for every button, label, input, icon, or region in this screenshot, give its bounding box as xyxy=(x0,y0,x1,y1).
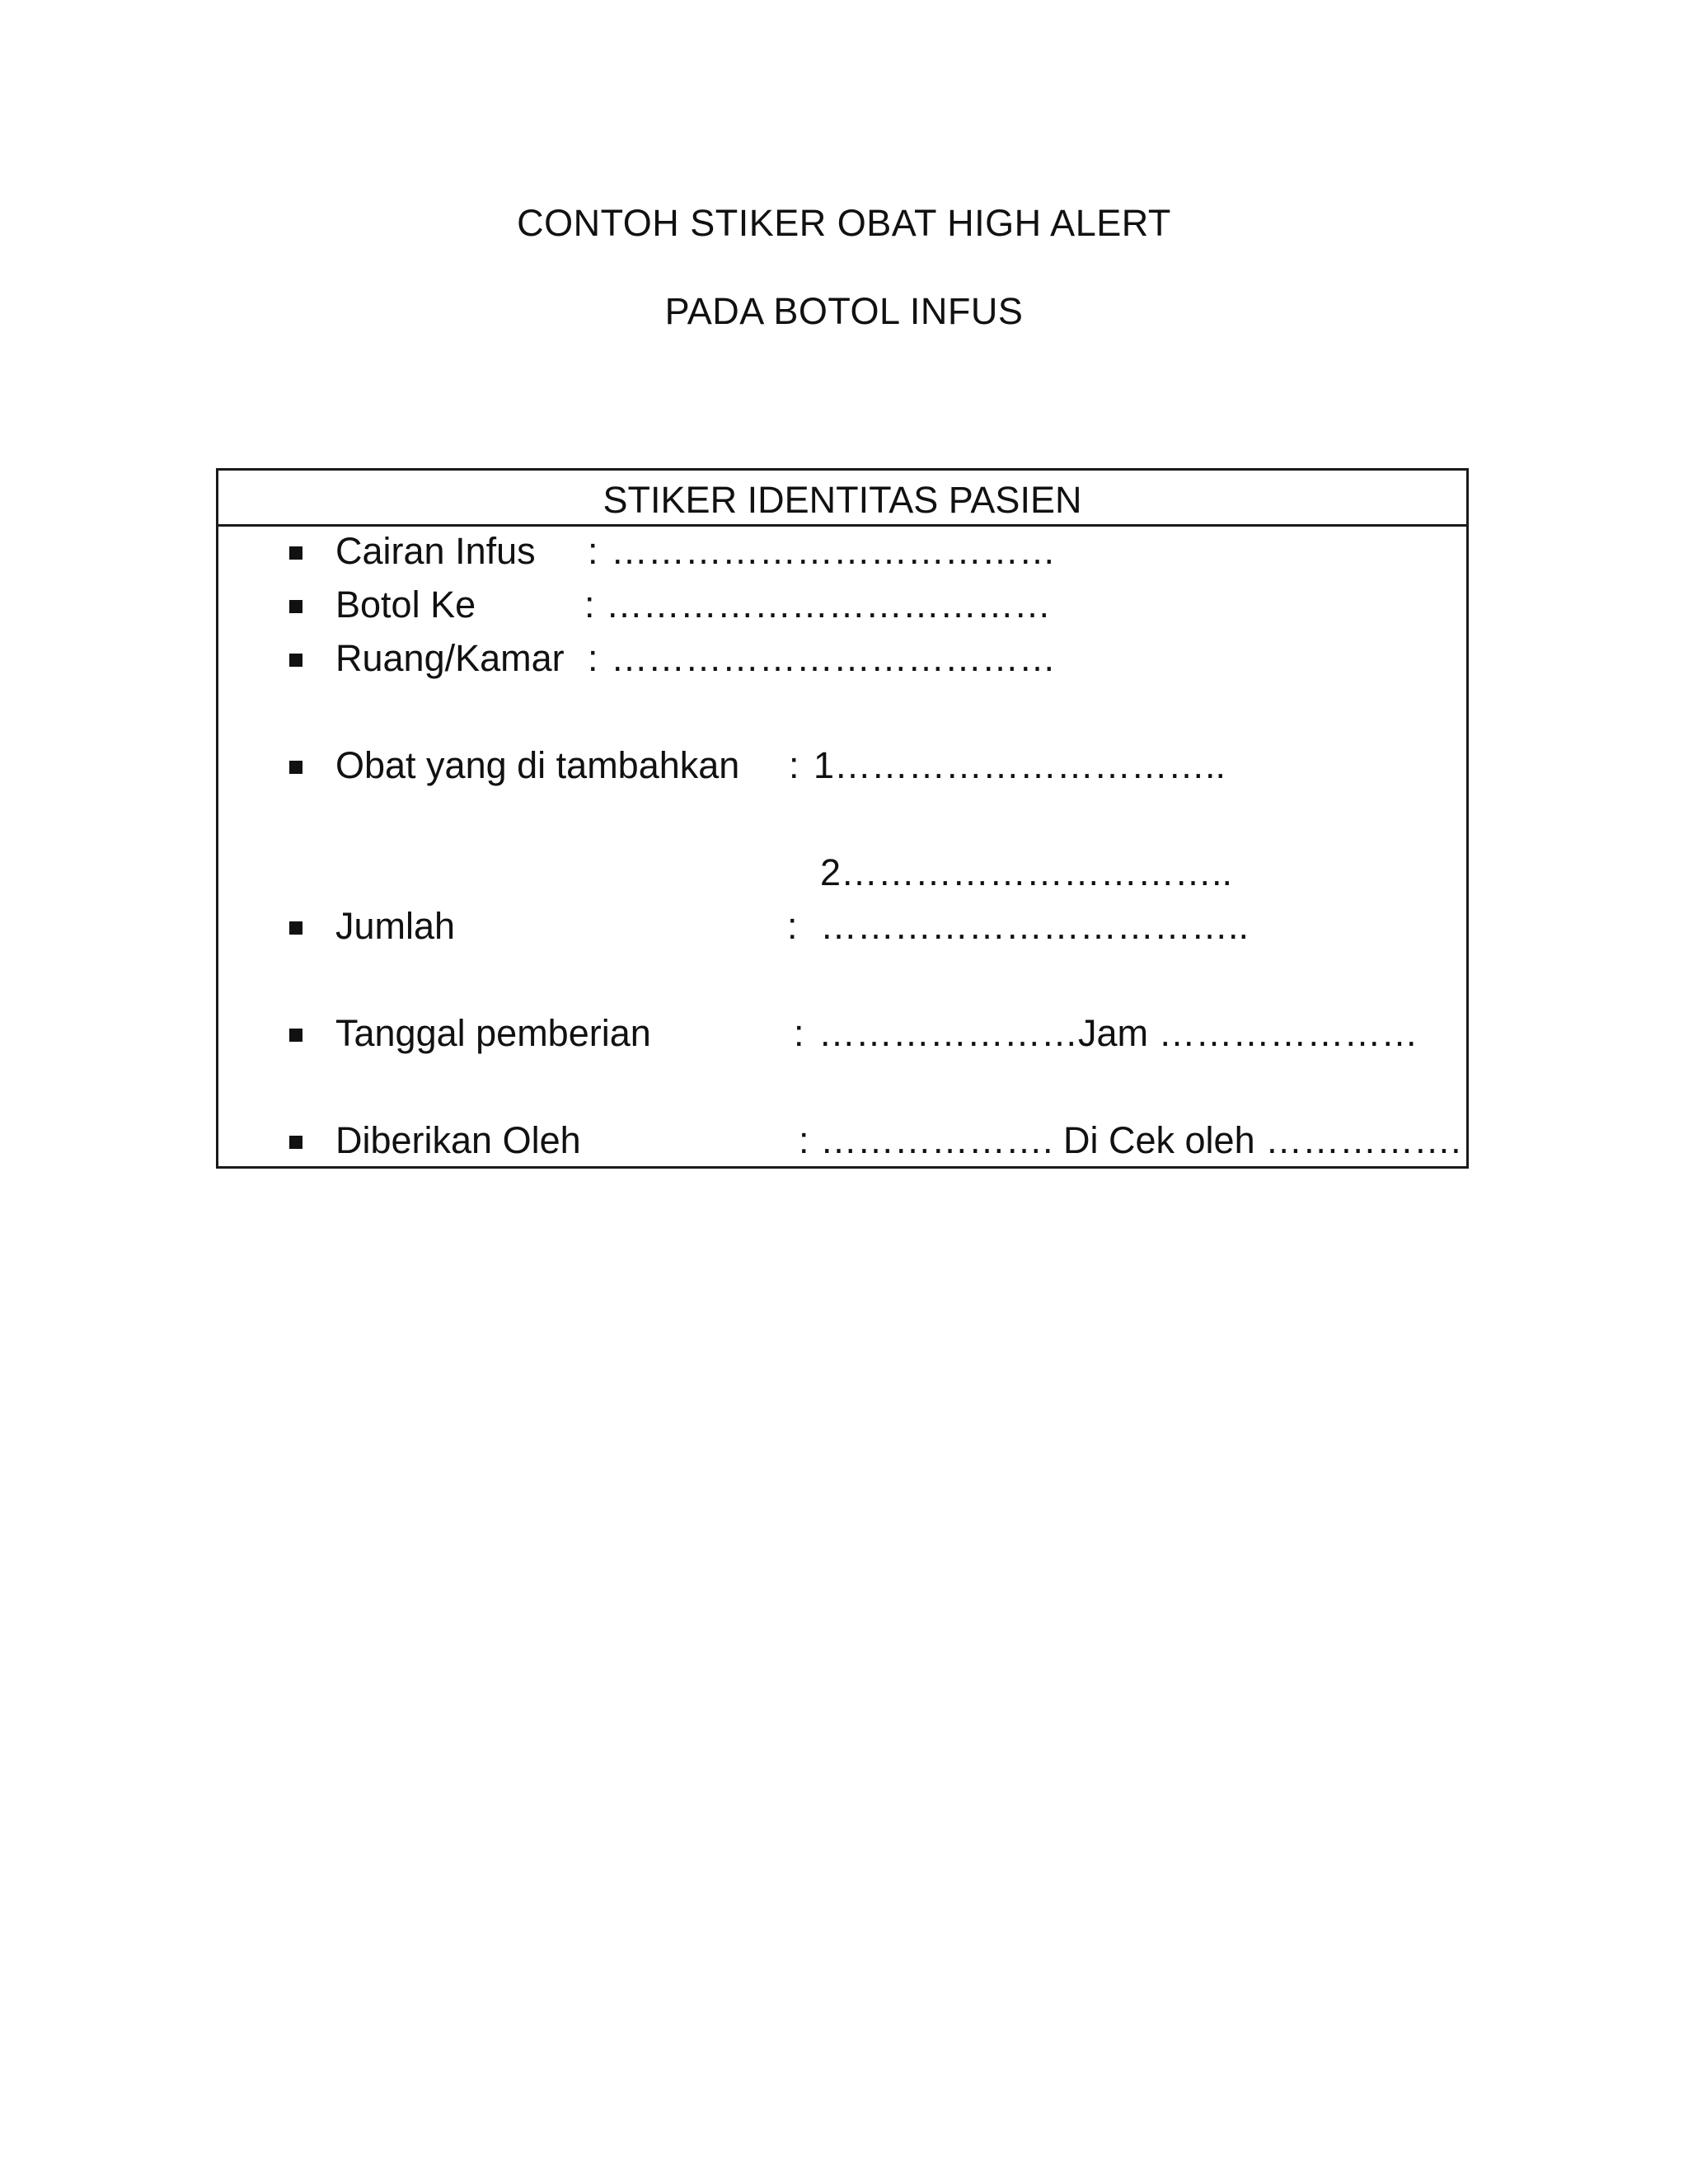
field-row-jumlah xyxy=(218,902,1466,951)
field-value-blank: 2………………………….. xyxy=(820,851,1233,893)
square-bullet-icon xyxy=(289,1029,302,1042)
field-value-blank: ……………………………… xyxy=(611,530,1056,572)
field-separator: : xyxy=(794,1012,804,1054)
field-separator: : xyxy=(588,637,598,679)
square-bullet-icon xyxy=(289,546,302,560)
field-row-cairan-infus xyxy=(218,527,1466,576)
document-title: CONTOH STIKER OBAT HIGH ALERT xyxy=(517,202,1171,244)
field-row-botol-ke xyxy=(218,580,1466,630)
field-value-blank: …………………………….. xyxy=(820,905,1250,947)
field-value-blank: ……………………………… xyxy=(606,583,1051,626)
field-label: Cairan Infus xyxy=(335,530,536,572)
field-row-obat-ditambahkan-2 xyxy=(218,848,1466,898)
field-value-blank: ………………. Di Cek oleh ……………. xyxy=(820,1119,1461,1161)
field-value-blank: …………………Jam ………………… xyxy=(818,1012,1418,1054)
field-separator: : xyxy=(588,530,598,572)
field-separator: : xyxy=(789,744,799,786)
field-row-tanggal-pemberian xyxy=(218,1009,1466,1058)
sticker-header: STIKER IDENTITAS PASIEN xyxy=(218,471,1466,527)
field-separator: : xyxy=(787,905,798,947)
field-separator: : xyxy=(584,583,595,626)
field-separator: : xyxy=(799,1119,809,1161)
field-label: Tanggal pemberian xyxy=(335,1012,651,1054)
field-label: Ruang/Kamar xyxy=(335,637,565,679)
field-value-blank: ……………………………… xyxy=(611,637,1056,679)
document-subtitle: PADA BOTOL INFUS xyxy=(664,290,1024,332)
square-bullet-icon xyxy=(289,761,302,774)
field-label: Jumlah xyxy=(335,905,456,947)
field-label: Botol Ke xyxy=(335,583,476,626)
square-bullet-icon xyxy=(289,600,302,613)
field-label: Obat yang di tambahkan xyxy=(335,744,740,786)
field-label: Diberikan Oleh xyxy=(335,1119,581,1161)
field-value-blank: 1………………………….. xyxy=(814,744,1226,786)
square-bullet-icon xyxy=(289,921,302,935)
patient-identity-sticker xyxy=(216,468,1469,1169)
field-row-diberikan-oleh xyxy=(218,1116,1466,1165)
square-bullet-icon xyxy=(289,1136,302,1149)
field-row-obat-ditambahkan xyxy=(218,741,1466,790)
square-bullet-icon xyxy=(289,654,302,667)
field-row-ruang-kamar xyxy=(218,634,1466,683)
